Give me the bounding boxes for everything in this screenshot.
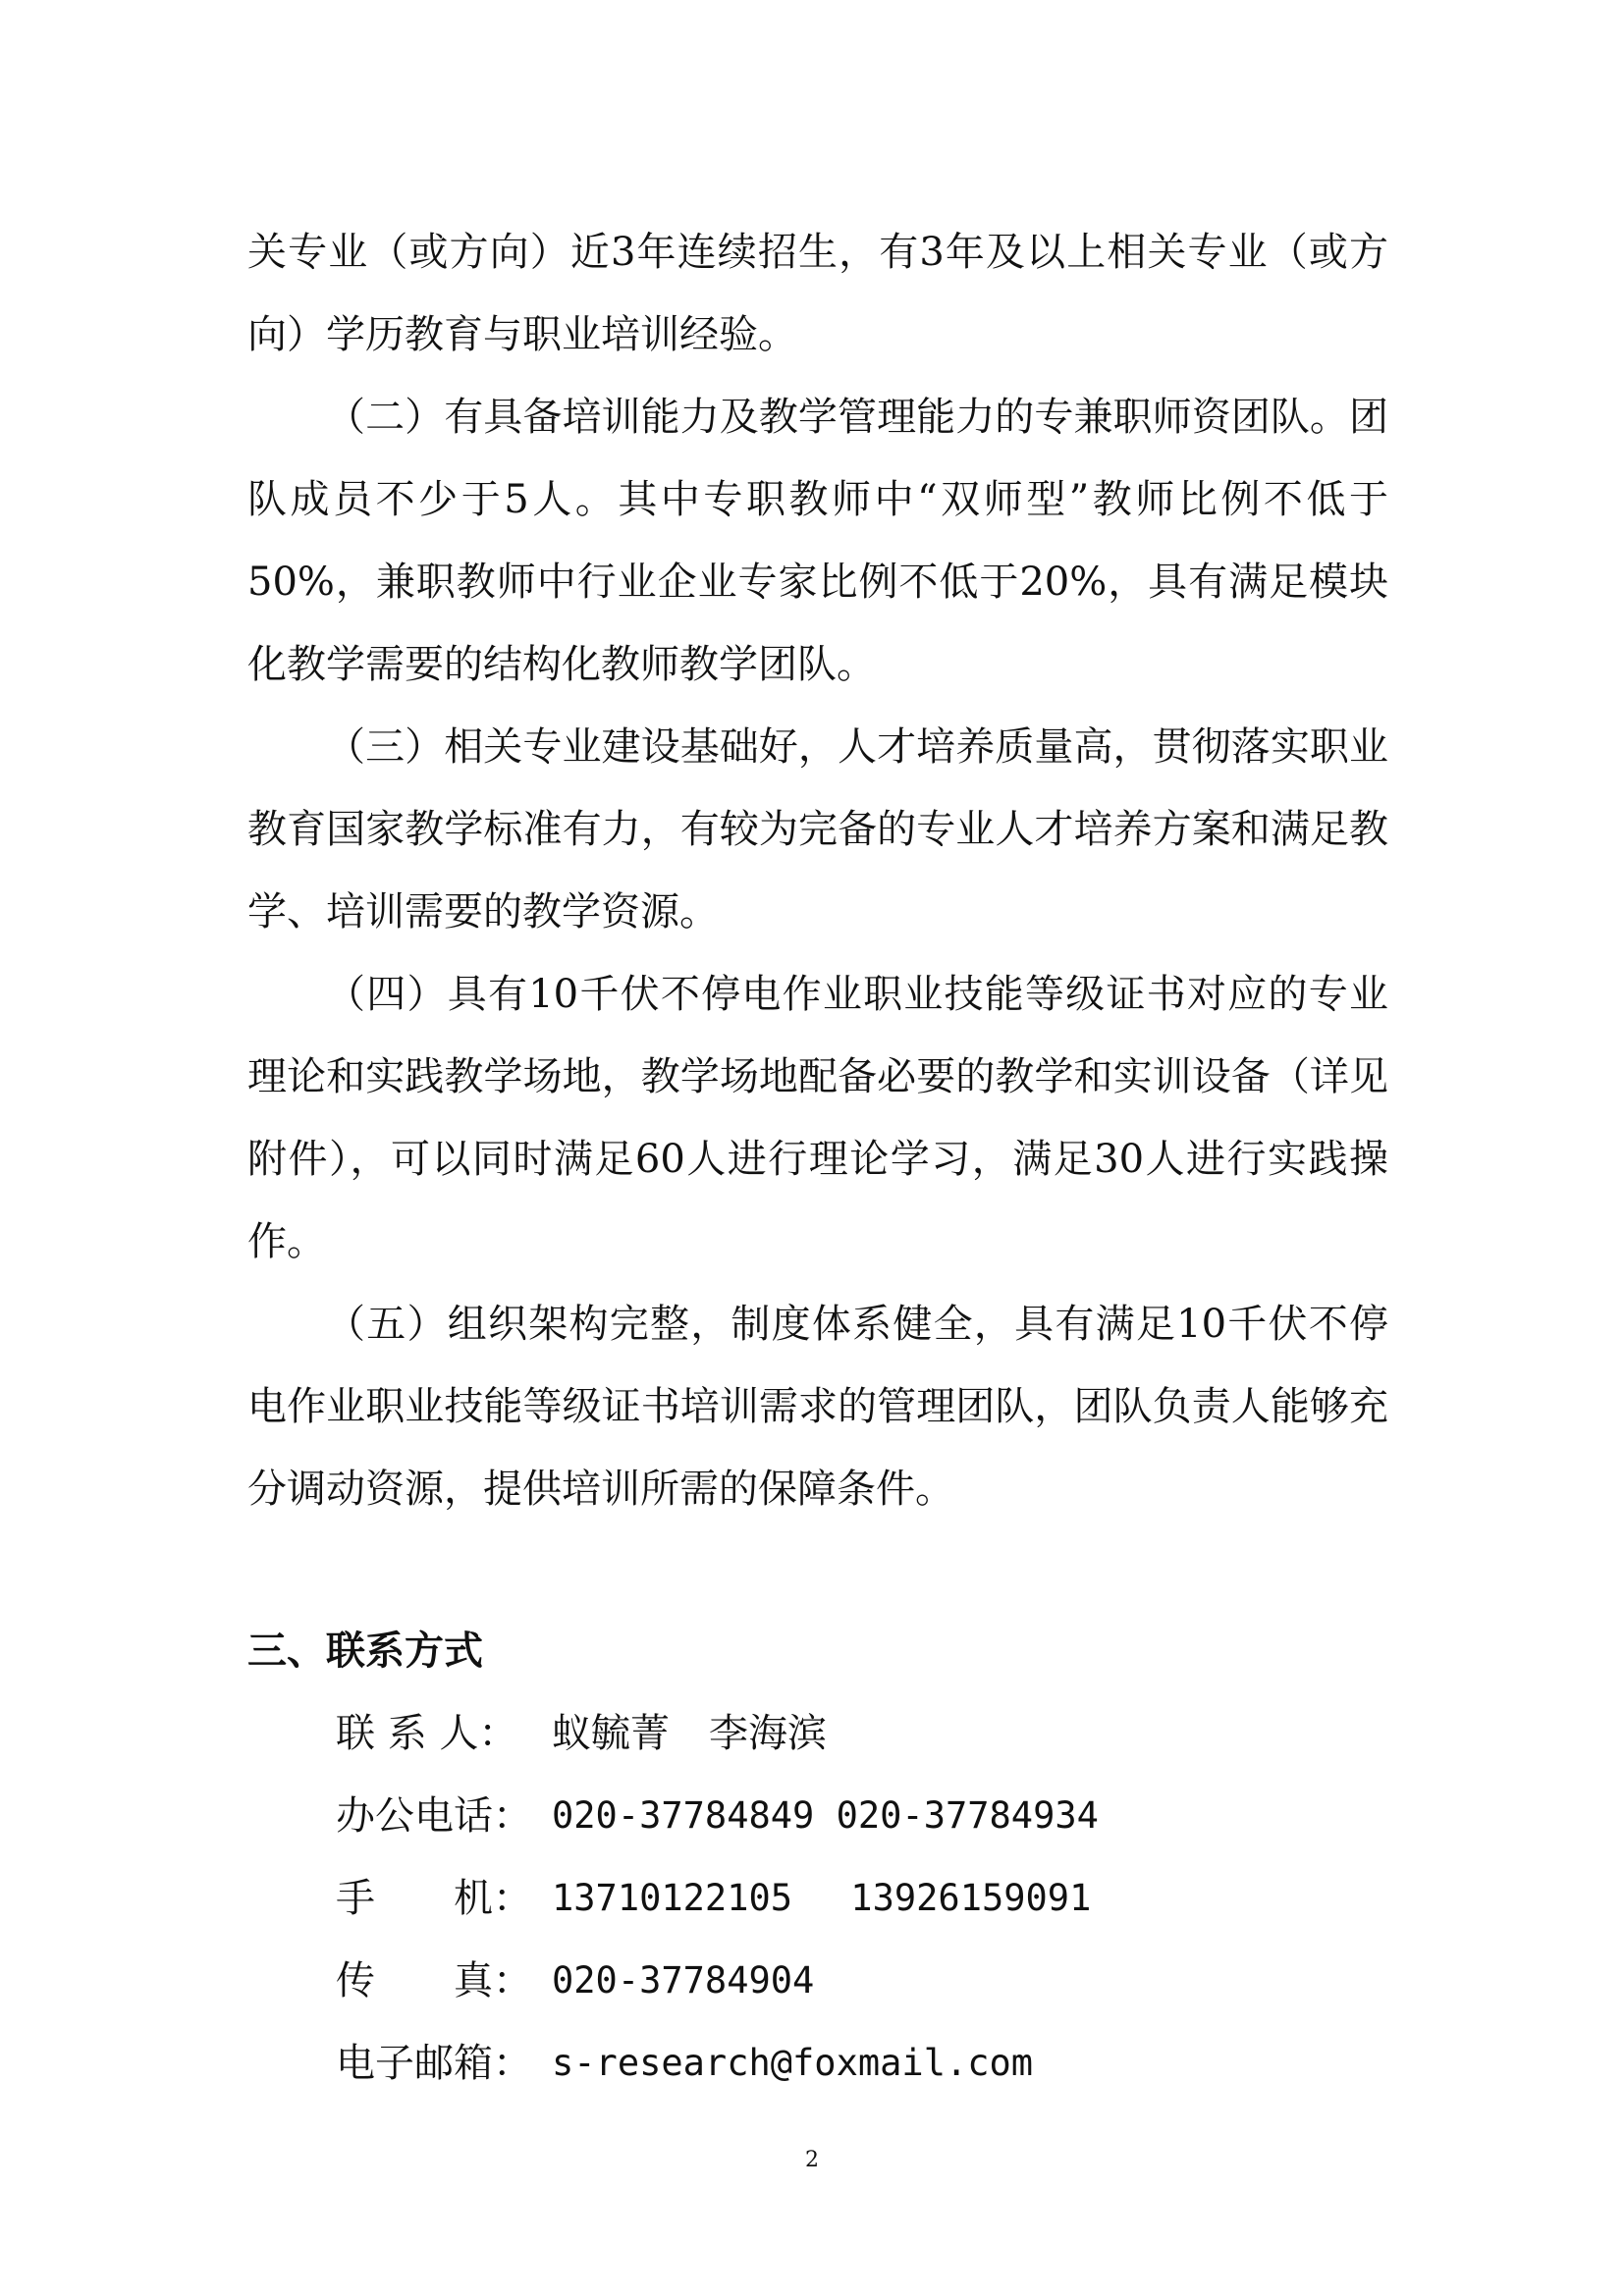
mobile-value: 13710122105 13926159091 bbox=[552, 1877, 1092, 1919]
paragraph-continuation: 关专业（或方向）近3年连续招生，有3年及以上相关专业（或方向）学历教育与职业培训经验。 bbox=[247, 230, 1388, 357]
contact-label: 手 机： bbox=[336, 1876, 532, 1921]
office-phone-value: 020-37784849 020-37784934 bbox=[552, 1794, 1099, 1837]
paragraph-faculty-team: （二）有具备培训能力及教学管理能力的专兼职师资团队。团队成员不少于5人。其中专职教师中“双师型”教师比例不低于50%，兼职教师中行业企业专家比例不低于20%，具有满足模块化教学需要的结构化教师教学团队。 bbox=[247, 395, 1388, 687]
contact-label: 传 真： bbox=[336, 1958, 532, 2003]
contact-row-mobile bbox=[336, 1857, 1099, 1940]
contact-row-email bbox=[336, 2022, 1099, 2105]
contact-label: 办公电话： bbox=[336, 1793, 532, 1839]
section-heading-contact: 三、联系方式 bbox=[247, 1629, 483, 1674]
email-value: s-research@foxmail.com bbox=[552, 2042, 1034, 2084]
contact-row-person bbox=[336, 1692, 1099, 1775]
contact-person-value: 蚁毓菁 李海滨 bbox=[552, 1711, 827, 1756]
body-text bbox=[247, 211, 1388, 1530]
fax-value: 020-37784904 bbox=[552, 1959, 815, 2002]
contact-info bbox=[336, 1692, 1099, 2105]
contact-row-office-phone bbox=[336, 1775, 1099, 1857]
paragraph-teaching-facilities: （四）具有10千伏不停电作业职业技能等级证书对应的专业理论和实践教学场地，教学场地配备必要的教学和实训设备（详见附件），可以同时满足60人进行理论学习，满足30人进行实践操作。 bbox=[247, 972, 1388, 1264]
contact-label: 联 系 人： bbox=[336, 1711, 518, 1756]
contact-label: 电子邮箱： bbox=[336, 2041, 532, 2086]
paragraph-organization: （五）组织架构完整，制度体系健全，具有满足10千伏不停电作业职业技能等级证书培训需求的管理团队，团队负责人能够充分调动资源，提供培训所需的保障条件。 bbox=[247, 1302, 1388, 1512]
page-number: 2 bbox=[805, 2148, 819, 2172]
paragraph-program-foundation: （三）相关专业建设基础好，人才培养质量高，贯彻落实职业教育国家教学标准有力，有较为完备的专业人才培养方案和满足教学、培训需要的教学资源。 bbox=[247, 724, 1388, 934]
contact-row-fax bbox=[336, 1940, 1099, 2022]
